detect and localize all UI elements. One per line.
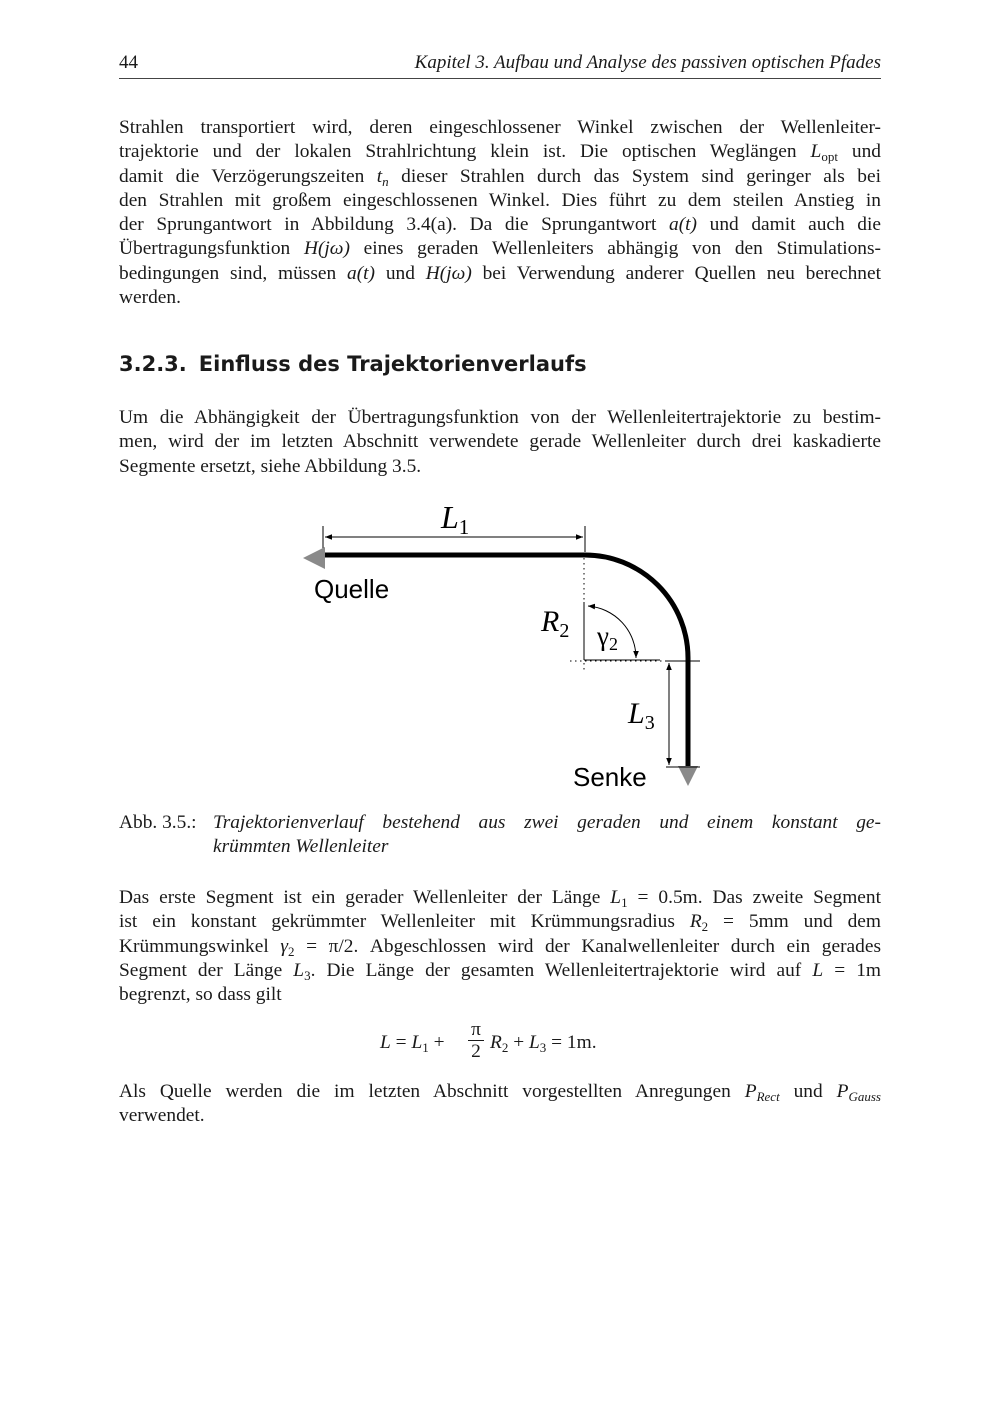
- text-line: bedingungen sind, müssen a(t) und H(jω) bei Verwendung anderer Quellen neu berechnet: [119, 262, 881, 284]
- text-line: verwendet.: [119, 1105, 205, 1127]
- text-line: Als Quelle werden die im letzten Abschnitt vorgestellten Anregungen $P_{Rect}$ und $P_{Gauss}$: [119, 1081, 881, 1104]
- section-number: 3.2.3.: [119, 352, 187, 376]
- paragraph-3: [119, 886, 881, 1007]
- text-line: ist ein konstant gekrümmter Wellenleiter mit Krümmungsradius $R_2 = 5mm$ und dem: [119, 911, 881, 935]
- text-line: werden.: [119, 287, 181, 309]
- equation-right: $R_2 + L_3 = 1m$.: [490, 1032, 597, 1055]
- equation-left: $L = L_1$ +: [380, 1032, 445, 1055]
- text-line: Das erste Segment ist ein gerader Wellenleiter der Länge $L_1 = 0.5m$. Das zweite Segment: [119, 887, 881, 910]
- text-line: Strahlen transportiert wird, deren eingeschlossener Winkel zwischen der Wellenleiter-: [119, 117, 881, 138]
- text-line: den Strahlen mit großem eingeschlossenen Winkel. Dies führt zu dem steilen Anstieg in: [119, 189, 881, 211]
- equation-fraction: $\frac{\pi}{2}$: [468, 1020, 484, 1063]
- text-line: trajektorie und der lokalen Strahlrichtung klein ist. Die optischen Weglängen $L_{opt}$ und: [119, 141, 881, 165]
- label-L1: L1: [441, 499, 470, 539]
- equation: [380, 1020, 640, 1070]
- caption-line: Trajektorienverlauf bestehend aus zwei geraden und einem konstant ge-: [213, 812, 881, 833]
- caption-text: [213, 811, 881, 860]
- label-sink: Senke: [573, 762, 647, 792]
- text-line: Übertragungsfunktion H(jω) eines geraden Wellenleiters abhängig von den Stimulations-: [119, 238, 881, 260]
- caption-line: krümmten Wellenleiter: [213, 836, 389, 858]
- label-R2: $R_2$: [541, 605, 570, 642]
- page-number: 44: [119, 52, 138, 73]
- text-line: Um die Abhängigkeit der Übertragungsfunktion von der Wellenleitertrajektorie zu bestim-: [119, 407, 881, 428]
- text-line: damit die Verzögerungszeiten $t_n$ dieser Strahlen durch das System sind geringer als bei: [119, 165, 881, 189]
- text-line: Krümmungswinkel $\gamma_2 = \pi/2$. Abgeschlossen wird der Kanalwellenleiter durch ein gerades: [119, 935, 881, 959]
- text-line: Segmente ersetzt, siehe Abbildung 3.5.: [119, 455, 422, 477]
- label-L3: $L_3$: [628, 697, 655, 734]
- chapter-title: Kapitel 3. Aufbau und Analyse des passiven optischen Pfades: [414, 52, 881, 73]
- source-arrow-icon: [303, 547, 325, 569]
- text-line: men, wird der im letzten Abschnitt verwendete gerade Wellenleiter durch drei kaskadierte: [119, 431, 881, 453]
- label-gamma: γ2: [597, 621, 618, 654]
- text-line: Segment der Länge $L_3$. Die Länge der gesamten Wellenleitertrajektorie wird auf L = 1m: [119, 959, 881, 983]
- caption-label: Abb. 3.5.:: [119, 812, 197, 833]
- paragraph-4: [119, 1080, 881, 1129]
- label-source: Quelle: [314, 574, 390, 604]
- section-title: Einfluss des Trajektorienverlaufs: [198, 352, 587, 376]
- text-line: der Sprungantwort in Abbildung 3.4(a). Da die Sprungantwort a(t) und damit auch die: [119, 214, 881, 236]
- sink-arrow-icon: [678, 766, 698, 786]
- text-line: begrenzt, so dass gilt: [119, 984, 282, 1006]
